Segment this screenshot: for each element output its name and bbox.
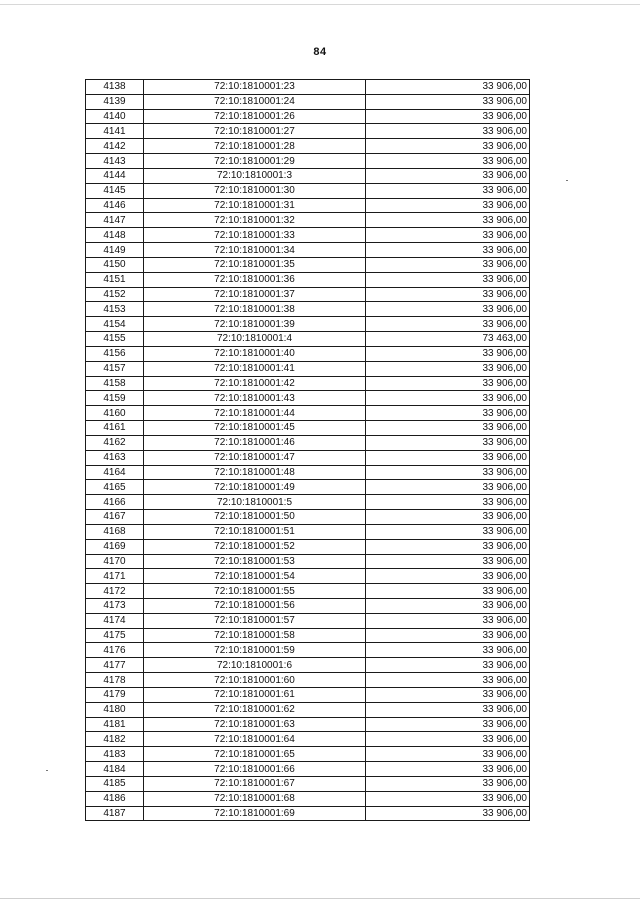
row-number-cell: 4166	[86, 495, 144, 510]
table-row	[86, 139, 530, 154]
row-number-cell: 4162	[86, 435, 144, 450]
scan-edge-bottom	[0, 898, 640, 899]
amount-cell: 33 906,00	[366, 421, 530, 436]
amount-cell: 33 906,00	[366, 762, 530, 777]
cadastral-number-cell: 72:10:1810001:38	[144, 302, 366, 317]
cadastral-number-cell: 72:10:1810001:51	[144, 524, 366, 539]
table-row	[86, 643, 530, 658]
cadastral-number-cell: 72:10:1810001:24	[144, 94, 366, 109]
cadastral-number-cell: 72:10:1810001:27	[144, 124, 366, 139]
table-row	[86, 569, 530, 584]
row-number-cell: 4186	[86, 791, 144, 806]
cadastral-number-cell: 72:10:1810001:4	[144, 332, 366, 347]
cadastral-number-cell: 72:10:1810001:35	[144, 257, 366, 272]
cadastral-number-cell: 72:10:1810001:36	[144, 272, 366, 287]
row-number-cell: 4155	[86, 332, 144, 347]
table-row	[86, 687, 530, 702]
row-number-cell: 4170	[86, 554, 144, 569]
amount-cell: 33 906,00	[366, 198, 530, 213]
row-number-cell: 4165	[86, 480, 144, 495]
row-number-cell: 4142	[86, 139, 144, 154]
table-row	[86, 598, 530, 613]
amount-cell: 33 906,00	[366, 717, 530, 732]
amount-cell: 33 906,00	[366, 554, 530, 569]
amount-cell: 33 906,00	[366, 272, 530, 287]
cadastral-number-cell: 72:10:1810001:3	[144, 168, 366, 183]
cadastral-number-cell: 72:10:1810001:62	[144, 702, 366, 717]
amount-cell: 33 906,00	[366, 465, 530, 480]
amount-cell: 33 906,00	[366, 243, 530, 258]
amount-cell: 33 906,00	[366, 435, 530, 450]
amount-cell: 33 906,00	[366, 702, 530, 717]
table-row	[86, 673, 530, 688]
amount-cell: 33 906,00	[366, 510, 530, 525]
table-row	[86, 183, 530, 198]
amount-cell: 33 906,00	[366, 406, 530, 421]
amount-cell: 33 906,00	[366, 643, 530, 658]
amount-cell: 33 906,00	[366, 806, 530, 821]
table-row	[86, 806, 530, 821]
cadastral-number-cell: 72:10:1810001:23	[144, 80, 366, 95]
row-number-cell: 4141	[86, 124, 144, 139]
row-number-cell: 4175	[86, 628, 144, 643]
row-number-cell: 4152	[86, 287, 144, 302]
amount-cell: 33 906,00	[366, 658, 530, 673]
amount-cell: 33 906,00	[366, 747, 530, 762]
table-row	[86, 480, 530, 495]
cadastral-number-cell: 72:10:1810001:61	[144, 687, 366, 702]
page-number: 84	[313, 46, 327, 58]
cadastral-number-cell: 72:10:1810001:46	[144, 435, 366, 450]
row-number-cell: 4149	[86, 243, 144, 258]
amount-cell: 33 906,00	[366, 139, 530, 154]
scan-speck	[566, 180, 568, 181]
row-number-cell: 4138	[86, 80, 144, 95]
table-row	[86, 154, 530, 169]
row-number-cell: 4139	[86, 94, 144, 109]
row-number-cell: 4177	[86, 658, 144, 673]
cadastral-number-cell: 72:10:1810001:49	[144, 480, 366, 495]
table-row	[86, 391, 530, 406]
cadastral-number-cell: 72:10:1810001:43	[144, 391, 366, 406]
cadastral-number-cell: 72:10:1810001:63	[144, 717, 366, 732]
table-row	[86, 198, 530, 213]
amount-cell: 33 906,00	[366, 154, 530, 169]
amount-cell: 33 906,00	[366, 539, 530, 554]
row-number-cell: 4184	[86, 762, 144, 777]
row-number-cell: 4164	[86, 465, 144, 480]
cadastral-number-cell: 72:10:1810001:30	[144, 183, 366, 198]
cadastral-number-cell: 72:10:1810001:52	[144, 539, 366, 554]
amount-cell: 33 906,00	[366, 168, 530, 183]
table-row	[86, 243, 530, 258]
cadastral-number-cell: 72:10:1810001:69	[144, 806, 366, 821]
table-row	[86, 495, 530, 510]
row-number-cell: 4160	[86, 406, 144, 421]
row-number-cell: 4183	[86, 747, 144, 762]
amount-cell: 33 906,00	[366, 287, 530, 302]
row-number-cell: 4176	[86, 643, 144, 658]
row-number-cell: 4143	[86, 154, 144, 169]
table-row	[86, 776, 530, 791]
amount-cell: 33 906,00	[366, 361, 530, 376]
cadastral-number-cell: 72:10:1810001:56	[144, 598, 366, 613]
row-number-cell: 4147	[86, 213, 144, 228]
row-number-cell: 4161	[86, 421, 144, 436]
amount-cell: 33 906,00	[366, 317, 530, 332]
cadastral-number-cell: 72:10:1810001:68	[144, 791, 366, 806]
amount-cell: 33 906,00	[366, 391, 530, 406]
table-row	[86, 406, 530, 421]
cadastral-number-cell: 72:10:1810001:53	[144, 554, 366, 569]
cadastral-number-cell: 72:10:1810001:44	[144, 406, 366, 421]
table-row	[86, 346, 530, 361]
cadastral-number-cell: 72:10:1810001:6	[144, 658, 366, 673]
cadastral-number-cell: 72:10:1810001:48	[144, 465, 366, 480]
cadastral-number-cell: 72:10:1810001:32	[144, 213, 366, 228]
cadastral-number-cell: 72:10:1810001:39	[144, 317, 366, 332]
table-row	[86, 658, 530, 673]
row-number-cell: 4174	[86, 613, 144, 628]
table-row	[86, 317, 530, 332]
cadastral-number-cell: 72:10:1810001:41	[144, 361, 366, 376]
table-row	[86, 613, 530, 628]
amount-cell: 33 906,00	[366, 480, 530, 495]
amount-cell: 33 906,00	[366, 80, 530, 95]
table-row	[86, 94, 530, 109]
table-row	[86, 228, 530, 243]
table-row	[86, 168, 530, 183]
table-row	[86, 791, 530, 806]
table-row	[86, 465, 530, 480]
amount-cell: 33 906,00	[366, 450, 530, 465]
table-row	[86, 272, 530, 287]
row-number-cell: 4158	[86, 376, 144, 391]
table-row	[86, 510, 530, 525]
cadastral-number-cell: 72:10:1810001:26	[144, 109, 366, 124]
cadastral-number-cell: 72:10:1810001:50	[144, 510, 366, 525]
row-number-cell: 4187	[86, 806, 144, 821]
row-number-cell: 4181	[86, 717, 144, 732]
cadastral-number-cell: 72:10:1810001:28	[144, 139, 366, 154]
table-row	[86, 376, 530, 391]
cadastral-number-cell: 72:10:1810001:66	[144, 762, 366, 777]
row-number-cell: 4179	[86, 687, 144, 702]
table-row	[86, 717, 530, 732]
amount-cell: 33 906,00	[366, 109, 530, 124]
cadastral-number-cell: 72:10:1810001:5	[144, 495, 366, 510]
table-row	[86, 524, 530, 539]
table-row	[86, 361, 530, 376]
row-number-cell: 4172	[86, 584, 144, 599]
amount-cell: 33 906,00	[366, 776, 530, 791]
row-number-cell: 4157	[86, 361, 144, 376]
amount-cell: 33 906,00	[366, 376, 530, 391]
table-row	[86, 747, 530, 762]
cadastral-number-cell: 72:10:1810001:67	[144, 776, 366, 791]
row-number-cell: 4171	[86, 569, 144, 584]
table-row	[86, 628, 530, 643]
amount-cell: 33 906,00	[366, 302, 530, 317]
amount-cell: 33 906,00	[366, 791, 530, 806]
cadastral-number-cell: 72:10:1810001:58	[144, 628, 366, 643]
cadastral-number-cell: 72:10:1810001:45	[144, 421, 366, 436]
amount-cell: 33 906,00	[366, 495, 530, 510]
table-row	[86, 302, 530, 317]
scan-edge-top	[0, 4, 640, 5]
amount-cell: 33 906,00	[366, 598, 530, 613]
cadastral-number-cell: 72:10:1810001:64	[144, 732, 366, 747]
table-row	[86, 435, 530, 450]
amount-cell: 33 906,00	[366, 687, 530, 702]
table-row	[86, 762, 530, 777]
table-row	[86, 332, 530, 347]
table-row	[86, 732, 530, 747]
cadastral-number-cell: 72:10:1810001:34	[144, 243, 366, 258]
row-number-cell: 4154	[86, 317, 144, 332]
amount-cell: 33 906,00	[366, 183, 530, 198]
row-number-cell: 4168	[86, 524, 144, 539]
amount-cell: 33 906,00	[366, 124, 530, 139]
cadastral-number-cell: 72:10:1810001:40	[144, 346, 366, 361]
table-row	[86, 421, 530, 436]
row-number-cell: 4148	[86, 228, 144, 243]
cadastral-number-cell: 72:10:1810001:33	[144, 228, 366, 243]
amount-cell: 33 906,00	[366, 228, 530, 243]
cadastral-number-cell: 72:10:1810001:31	[144, 198, 366, 213]
table-row	[86, 554, 530, 569]
amount-cell: 33 906,00	[366, 584, 530, 599]
table-row	[86, 584, 530, 599]
row-number-cell: 4178	[86, 673, 144, 688]
amount-cell: 33 906,00	[366, 213, 530, 228]
row-number-cell: 4163	[86, 450, 144, 465]
amount-cell: 33 906,00	[366, 732, 530, 747]
row-number-cell: 4156	[86, 346, 144, 361]
cadastral-number-cell: 72:10:1810001:47	[144, 450, 366, 465]
amount-cell: 33 906,00	[366, 569, 530, 584]
row-number-cell: 4159	[86, 391, 144, 406]
amount-cell: 33 906,00	[366, 613, 530, 628]
table-row	[86, 109, 530, 124]
row-number-cell: 4145	[86, 183, 144, 198]
amount-cell: 33 906,00	[366, 346, 530, 361]
row-number-cell: 4140	[86, 109, 144, 124]
row-number-cell: 4173	[86, 598, 144, 613]
table-row	[86, 539, 530, 554]
table-row	[86, 213, 530, 228]
cadastral-number-cell: 72:10:1810001:59	[144, 643, 366, 658]
amount-cell: 33 906,00	[366, 673, 530, 688]
cadastral-number-cell: 72:10:1810001:42	[144, 376, 366, 391]
row-number-cell: 4169	[86, 539, 144, 554]
cadastral-number-cell: 72:10:1810001:65	[144, 747, 366, 762]
row-number-cell: 4144	[86, 168, 144, 183]
amount-cell: 33 906,00	[366, 628, 530, 643]
table-row	[86, 287, 530, 302]
row-number-cell: 4146	[86, 198, 144, 213]
row-number-cell: 4153	[86, 302, 144, 317]
cadastral-number-cell: 72:10:1810001:54	[144, 569, 366, 584]
row-number-cell: 4167	[86, 510, 144, 525]
table-row	[86, 80, 530, 95]
row-number-cell: 4180	[86, 702, 144, 717]
amount-cell: 33 906,00	[366, 257, 530, 272]
table-row	[86, 124, 530, 139]
table-row	[86, 450, 530, 465]
table-body	[86, 80, 530, 821]
row-number-cell: 4150	[86, 257, 144, 272]
row-number-cell: 4185	[86, 776, 144, 791]
row-number-cell: 4182	[86, 732, 144, 747]
row-number-cell: 4151	[86, 272, 144, 287]
scan-speck	[46, 770, 48, 771]
table-row	[86, 257, 530, 272]
amount-cell: 33 906,00	[366, 94, 530, 109]
amount-cell: 33 906,00	[366, 524, 530, 539]
cadastral-number-cell: 72:10:1810001:60	[144, 673, 366, 688]
cadastral-number-cell: 72:10:1810001:55	[144, 584, 366, 599]
cadastral-number-cell: 72:10:1810001:57	[144, 613, 366, 628]
cadastral-number-cell: 72:10:1810001:29	[144, 154, 366, 169]
cadastral-number-cell: 72:10:1810001:37	[144, 287, 366, 302]
data-table	[85, 79, 530, 821]
amount-cell: 73 463,00	[366, 332, 530, 347]
table-row	[86, 702, 530, 717]
